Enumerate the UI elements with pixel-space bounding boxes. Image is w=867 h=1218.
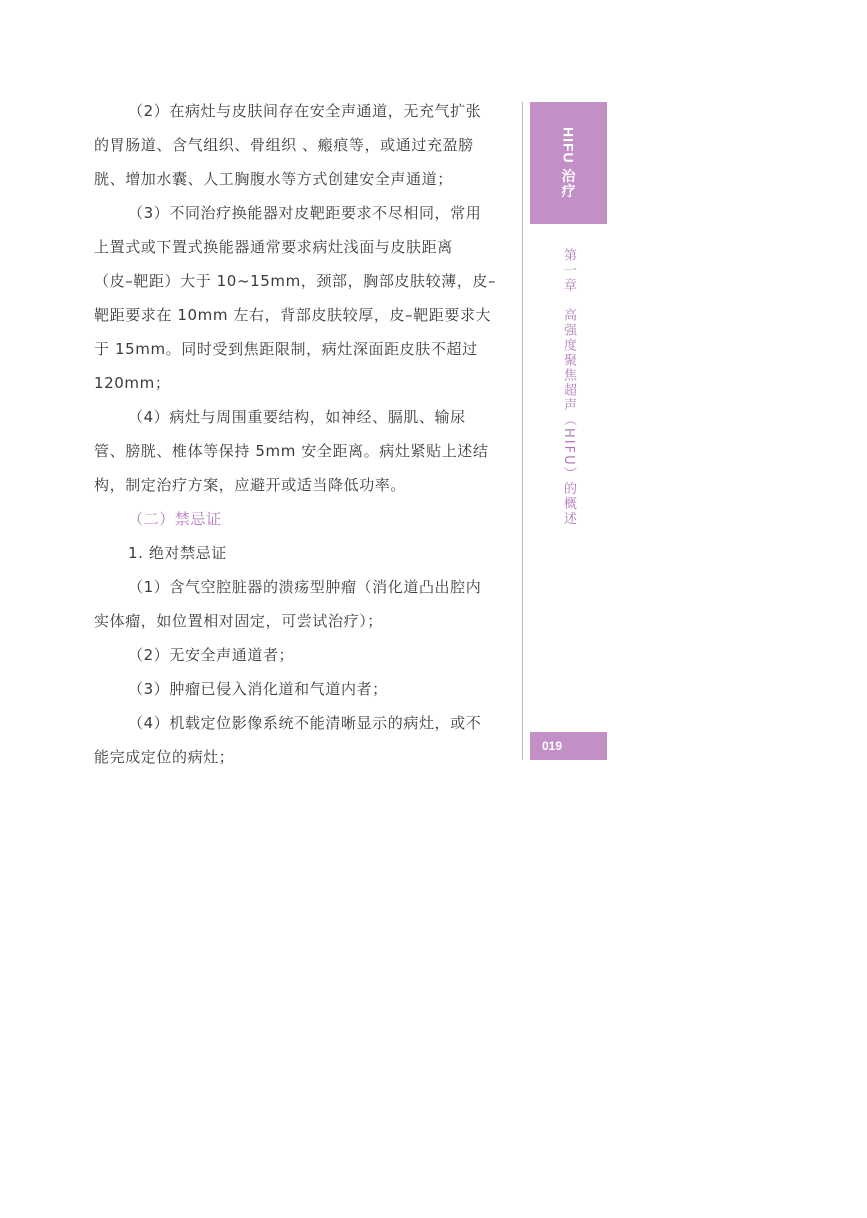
- paragraph-line: （3）肿瘤已侵入消化道和气道内者；: [128, 680, 388, 698]
- chapter-title-label: 第一章 高强度聚焦超声（HIFU）的概述: [561, 248, 576, 527]
- paragraph-line: （1）含气空腔脏器的溃疡型肿瘤（消化道凸出腔内: [128, 578, 482, 596]
- paragraph-line: 胱、增加水囊、人工胸腹水等方式创建安全声通道；: [94, 170, 453, 188]
- paragraph-line: 的胃肠道、含气组织、骨组织 、瘢痕等，或通过充盈膀: [94, 136, 474, 154]
- paragraph-line: 能完成定位的病灶；: [94, 748, 235, 766]
- paragraph-line: （4）病灶与周围重要结构，如神经、膈肌、输尿: [128, 408, 466, 426]
- subsection-heading: 1. 绝对禁忌证: [128, 544, 227, 562]
- sidebar-divider: [522, 102, 523, 760]
- section-heading: （二）禁忌证: [128, 510, 222, 528]
- paragraph-line: 上置式或下置式换能器通常要求病灶浅面与皮肤距离: [94, 238, 453, 256]
- chapter-title-vertical: [530, 248, 607, 528]
- paragraph-line: 构，制定治疗方案，应避开或适当降低功率。: [94, 476, 407, 494]
- paragraph-line: （4）机载定位影像系统不能清晰显示的病灶，或不: [128, 714, 482, 732]
- paragraph-line: 于 15mm。同时受到焦距限制，病灶深面距皮肤不超过: [94, 340, 478, 358]
- paragraph-line: （3）不同治疗换能器对皮靶距要求不尽相同，常用: [128, 204, 482, 222]
- page-number: 019: [542, 739, 563, 753]
- paragraph-line: 管、膀胱、椎体等保持 5mm 安全距离。病灶紧贴上述结: [94, 442, 489, 460]
- main-text-column: [94, 94, 496, 774]
- paragraph-line: 120mm；: [94, 374, 171, 392]
- section-tab-label: HIFU 治疗: [560, 127, 577, 199]
- paragraph-line: （2）无安全声通道者；: [128, 646, 295, 664]
- paragraph-line: （皮–靶距）大于 10~15mm，颈部，胸部皮肤较薄，皮–: [94, 272, 496, 290]
- paragraph-line: （2）在病灶与皮肤间存在安全声通道，无充气扩张: [128, 102, 482, 120]
- paragraph-line: 实体瘤，如位置相对固定，可尝试治疗）；: [94, 612, 383, 630]
- paragraph-line: 靶距要求在 10mm 左右，背部皮肤较厚，皮–靶距要求大: [94, 306, 492, 324]
- section-tab: [530, 102, 607, 224]
- page-number-box: [530, 732, 607, 760]
